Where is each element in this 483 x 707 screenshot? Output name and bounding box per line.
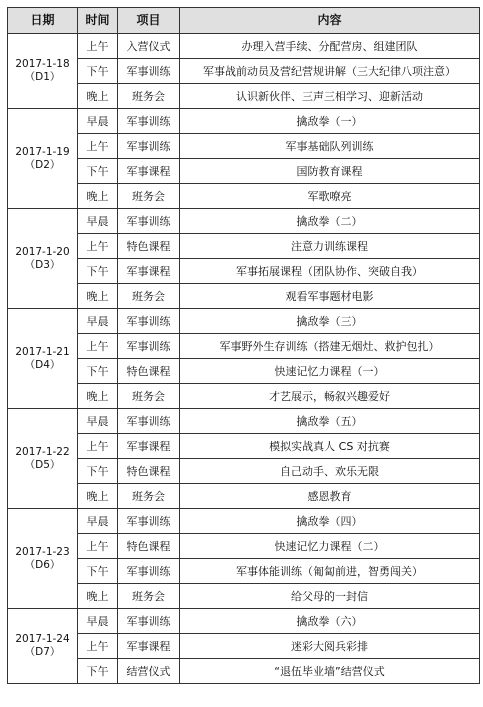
- item-cell: 军事训练: [118, 209, 180, 234]
- content-cell: 擒敌拳（三）: [180, 309, 480, 334]
- table-row: [8, 59, 480, 84]
- time-cell: 晚上: [78, 484, 118, 509]
- table-row: [8, 634, 480, 659]
- content-cell: 办理入营手续、分配营房、组建团队: [180, 34, 480, 59]
- table-row: [8, 109, 480, 134]
- table-row: [8, 34, 480, 59]
- date-cell: [8, 609, 78, 684]
- table-row: [8, 409, 480, 434]
- day-label: （D5）: [24, 458, 61, 471]
- content-cell: 军事基础队列训练: [180, 134, 480, 159]
- date-label: 2017-1-19: [15, 145, 70, 158]
- table-row: [8, 259, 480, 284]
- date-label: 2017-1-21: [15, 345, 70, 358]
- time-cell: 早晨: [78, 509, 118, 534]
- content-cell: 军歌嘹亮: [180, 184, 480, 209]
- time-cell: 晚上: [78, 284, 118, 309]
- header-row: [8, 8, 480, 34]
- time-cell: 早晨: [78, 209, 118, 234]
- day-label: （D4）: [24, 358, 61, 371]
- item-cell: 入营仪式: [118, 34, 180, 59]
- time-cell: 上午: [78, 334, 118, 359]
- table-row: [8, 134, 480, 159]
- time-cell: 早晨: [78, 109, 118, 134]
- item-cell: 结营仪式: [118, 659, 180, 684]
- date-label: 2017-1-20: [15, 245, 70, 258]
- item-cell: 特色课程: [118, 359, 180, 384]
- time-cell: 下午: [78, 59, 118, 84]
- content-cell: 军事体能训练（匍匐前进，智勇闯关）: [180, 559, 480, 584]
- item-cell: 军事训练: [118, 409, 180, 434]
- time-cell: 下午: [78, 459, 118, 484]
- item-cell: 特色课程: [118, 459, 180, 484]
- time-cell: 上午: [78, 34, 118, 59]
- date-label: 2017-1-22: [15, 445, 70, 458]
- table-row: [8, 334, 480, 359]
- item-cell: 班务会: [118, 184, 180, 209]
- content-cell: 擒敌拳（六）: [180, 609, 480, 634]
- table-row: [8, 484, 480, 509]
- table-row: [8, 559, 480, 584]
- item-cell: 军事课程: [118, 159, 180, 184]
- time-cell: 早晨: [78, 409, 118, 434]
- date-label: 2017-1-18: [15, 58, 70, 70]
- day-label: （D6）: [24, 558, 61, 571]
- item-cell: 军事训练: [118, 309, 180, 334]
- time-cell: 下午: [78, 259, 118, 284]
- table-row: [8, 534, 480, 559]
- date-cell: [8, 309, 78, 409]
- time-cell: 上午: [78, 534, 118, 559]
- content-cell: 观看军事题材电影: [180, 284, 480, 309]
- item-cell: 军事课程: [118, 634, 180, 659]
- table-row: [8, 659, 480, 684]
- item-cell: 军事课程: [118, 434, 180, 459]
- item-cell: 班务会: [118, 584, 180, 609]
- time-cell: 晚上: [78, 384, 118, 409]
- content-cell: 国防教育课程: [180, 159, 480, 184]
- item-cell: 班务会: [118, 284, 180, 309]
- content-cell: 军事拓展课程（团队协作、突破自我）: [180, 259, 480, 284]
- content-cell: 自己动手、欢乐无限: [180, 459, 480, 484]
- content-cell: 军事战前动员及营纪营规讲解（三大纪律八项注意）: [180, 59, 480, 84]
- item-cell: 班务会: [118, 384, 180, 409]
- item-cell: 军事训练: [118, 609, 180, 634]
- table-row: [8, 584, 480, 609]
- header-time: 时间: [78, 8, 118, 34]
- item-cell: 军事训练: [118, 559, 180, 584]
- content-cell: 擒敌拳（一）: [180, 109, 480, 134]
- table-row: [8, 609, 480, 634]
- item-cell: 军事训练: [118, 134, 180, 159]
- date-cell: [8, 34, 78, 109]
- content-cell: 认识新伙伴、三声三相学习、迎新活动: [180, 84, 480, 109]
- header-date: 日期: [8, 8, 78, 34]
- table-row: [8, 184, 480, 209]
- day-label: （D2）: [24, 158, 61, 171]
- item-cell: 军事训练: [118, 334, 180, 359]
- content-cell: 模拟实战真人 CS 对抗赛: [180, 434, 480, 459]
- time-cell: 早晨: [78, 309, 118, 334]
- time-cell: 上午: [78, 234, 118, 259]
- item-cell: 特色课程: [118, 234, 180, 259]
- content-cell: 感恩教育: [180, 484, 480, 509]
- day-label: （D7）: [24, 646, 61, 658]
- table-row: [8, 434, 480, 459]
- time-cell: 早晨: [78, 609, 118, 634]
- content-cell: 擒敌拳（五）: [180, 409, 480, 434]
- time-cell: 下午: [78, 159, 118, 184]
- table-row: [8, 234, 480, 259]
- header-item: 项目: [118, 8, 180, 34]
- content-cell: 迷彩大阅兵彩排: [180, 634, 480, 659]
- time-cell: 上午: [78, 134, 118, 159]
- date-cell: [8, 509, 78, 609]
- time-cell: 下午: [78, 359, 118, 384]
- schedule-wrapper: [7, 7, 480, 684]
- content-cell: 快速记忆力课程（二）: [180, 534, 480, 559]
- table-row: [8, 209, 480, 234]
- item-cell: 班务会: [118, 84, 180, 109]
- content-cell: 才艺展示，畅叙兴趣爱好: [180, 384, 480, 409]
- date-cell: [8, 209, 78, 309]
- time-cell: 晚上: [78, 184, 118, 209]
- content-cell: 军事野外生存训练（搭建无烟灶、救护包扎）: [180, 334, 480, 359]
- table-row: [8, 309, 480, 334]
- time-cell: 上午: [78, 434, 118, 459]
- header-content: 内容: [180, 8, 480, 34]
- date-label: 2017-1-23: [15, 545, 70, 558]
- content-cell: 擒敌拳（四）: [180, 509, 480, 534]
- schedule-table: [7, 7, 480, 684]
- item-cell: 特色课程: [118, 534, 180, 559]
- time-cell: 下午: [78, 559, 118, 584]
- item-cell: 军事训练: [118, 509, 180, 534]
- content-cell: 擒敌拳（二）: [180, 209, 480, 234]
- time-cell: 上午: [78, 634, 118, 659]
- table-row: [8, 359, 480, 384]
- content-cell: 快速记忆力课程（一）: [180, 359, 480, 384]
- time-cell: 晚上: [78, 84, 118, 109]
- time-cell: 晚上: [78, 584, 118, 609]
- schedule-body: [8, 34, 480, 684]
- day-label: （D1）: [24, 71, 61, 83]
- date-label: 2017-1-24: [15, 633, 70, 645]
- item-cell: 军事课程: [118, 259, 180, 284]
- item-cell: 军事训练: [118, 59, 180, 84]
- table-row: [8, 384, 480, 409]
- table-row: [8, 84, 480, 109]
- content-cell: 给父母的一封信: [180, 584, 480, 609]
- date-cell: [8, 409, 78, 509]
- table-row: [8, 284, 480, 309]
- content-cell: “退伍毕业墙”结营仪式: [180, 659, 480, 684]
- day-label: （D3）: [24, 258, 61, 271]
- table-row: [8, 459, 480, 484]
- content-cell: 注意力训练课程: [180, 234, 480, 259]
- table-row: [8, 159, 480, 184]
- table-row: [8, 509, 480, 534]
- time-cell: 下午: [78, 659, 118, 684]
- item-cell: 班务会: [118, 484, 180, 509]
- item-cell: 军事训练: [118, 109, 180, 134]
- date-cell: [8, 109, 78, 209]
